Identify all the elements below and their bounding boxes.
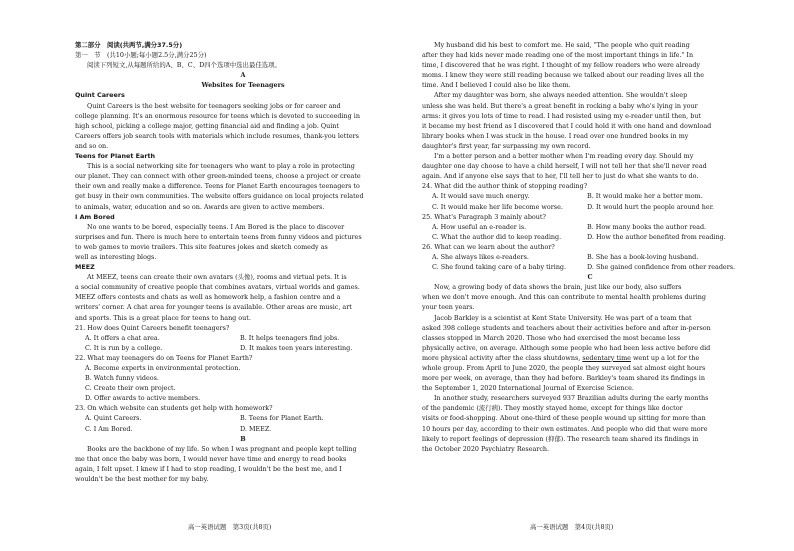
body-line: wouldn't be the best mother for my baby. (75, 475, 209, 484)
q23-option-c: C. I Am Bored. (85, 424, 133, 433)
q22-option-a: A. Become experts in environmental protection. (85, 364, 241, 372)
q22-option-b: B. Watch funny videos. (85, 374, 159, 383)
passage-a-title: Websites for Teenagers (201, 81, 285, 90)
body-line: college planning. It's an enormous resource for teens which is devoted to succeeding in (75, 111, 360, 120)
passage-b-para3 (422, 151, 758, 181)
q21-option-a: A. It offers a chat area. (85, 333, 160, 342)
page-footer-left: 高一英语试题 第3页(共8页) (188, 523, 272, 531)
q26-options-row2 (422, 262, 758, 272)
text-segment: more physical activity after the class shutdowns, (422, 353, 583, 362)
body-line: In another study, researchers surveyed 937 Brazilian adults during the early months (434, 394, 709, 403)
body-line: time, I discovered that he was right. I thought of my fellow readers who were already (422, 61, 701, 70)
question-23: 23. On which website can students get help with homework? (75, 404, 273, 413)
q24-option-a: A. It would save much energy. (432, 192, 530, 201)
body-line: and sports. This is a great place for teens to hang out. (75, 313, 251, 322)
q25-options-row1 (422, 222, 758, 232)
body-line: Careers offers job search tools with materials which include resumes, thank-you letters (75, 131, 359, 140)
body-line: again, I felt upset. I knew if I had to stop reading, I wouldn't be the best me, and I (75, 464, 342, 473)
body-line: daughter's first year, far surpassing my own record. (422, 141, 591, 150)
body-line: arms: it gives you lots of time to read. I had resisted using my e-reader until then, but (422, 111, 702, 120)
body-line: and so on. (75, 141, 109, 150)
passage-b-para2 (422, 90, 758, 151)
part-title: 第二部分 阅读(共两节,满分37.5分) (75, 41, 183, 49)
body-line: likely to report feelings of depression (抑郁). The research team shared its findings in (422, 434, 699, 443)
site4-title: MEEZ (75, 263, 95, 272)
q21-options-row2 (75, 343, 411, 353)
q24-option-c: C. It would make her life become worse. (432, 202, 563, 211)
passage-c-para2 (422, 313, 758, 394)
body-line: visits or food-shopping. About one-third of these people wound up sitting for more than (422, 414, 706, 423)
site1-body (75, 101, 411, 151)
body-line: Now, a growing body of data shows the brain, just like our body, also suffers (434, 283, 682, 292)
passage-b-para1 (422, 40, 758, 90)
page-footer-right: 高一英语试题 第4页(共8页) (530, 523, 614, 531)
q23-option-a: A. Quint Careers. (85, 414, 142, 423)
body-line: writers' corner. A chat area for younger teens is available. Other areas are music, art (75, 303, 352, 312)
question-24: 24. What did the author think of stopping reading? (422, 182, 588, 191)
q22-option-c: C. Create their own project. (85, 384, 176, 393)
question-22: 22. What may teenagers do on Teens for Planet Earth? (75, 353, 253, 362)
body-line: me that once the baby was born, I would never have time and energy to read books (75, 454, 347, 463)
q25-option-b: B. How many books the author read. (587, 222, 707, 231)
body-line: After my daughter was born, she always needed attention. She wouldn't sleep (434, 91, 688, 100)
question-21: 21. How does Quint Careers benefit teenagers? (75, 323, 230, 332)
body-line: surprises and fun. There is much here to entertain teens from funny videos and pictures (75, 232, 362, 241)
body-line: to animals, water, education and so on. Awards are given to active members. (75, 202, 325, 211)
body-line: the September 1, 2020 International Journal of Exercise Science. (422, 384, 634, 393)
site4-body (75, 272, 411, 322)
body-line: MEEZ offers contests and chats as well as homework help, a fashion centre and a (75, 293, 341, 302)
body-line: whole group. From April to June 2020, the people they surveyed sat almost eight hours (422, 364, 706, 372)
passage-c-para1 (422, 282, 758, 312)
body-line: classes stopped in March 2020. Those who had exercised the most became less (422, 333, 681, 342)
body-line: their own and really make a difference. Teens for Planet Earth encourages teenagers to (75, 182, 360, 191)
q23-options-row1 (75, 413, 411, 423)
q25-option-d: D. How the author benefited from reading. (587, 232, 726, 241)
body-line: This is a social networking site for teenagers who want to play a role in protecting (87, 162, 355, 171)
question-25: 25. What's Paragraph 3 mainly about? (422, 212, 546, 221)
body-line-with-underline (422, 353, 758, 363)
body-line: My husband did his best to comfort me. He said, "The people who quit reading (434, 41, 690, 49)
q21-options-row1 (75, 333, 411, 343)
body-line: Quint Careers is the best website for teenagers seeking jobs or for career and (87, 101, 341, 110)
body-line: No one wants to be bored, especially teens. I Am Bored is the place to discover (87, 222, 345, 231)
body-line: of the pandemic (流行病). They mostly stayed home, except for things like doctor (422, 404, 683, 413)
q23-option-d: D. MEEZ. (240, 424, 272, 433)
passage-a-letter: A (240, 71, 246, 80)
passage-c-para3 (422, 393, 758, 454)
body-line: a social community of creative people that combines avatars, virtual worlds and games. (75, 283, 360, 292)
site2-title: Teens for Planet Earth (75, 152, 156, 161)
q25-option-a: A. How useful an e-reader is. (432, 222, 527, 231)
question-26: 26. What can we learn about the author? (422, 242, 555, 251)
body-line: it became my best friend as I discovered that I could hold it with one hand and download (422, 121, 712, 130)
q24-options-row1 (422, 191, 758, 201)
body-line: physically active, on average. Although some people who had been less active before did (422, 343, 711, 352)
body-line: more per week, on average, than they had before. Barkley's team shared its findings in (422, 374, 705, 383)
body-line: after they had kids never made reading one of the most important things in life." In (422, 51, 694, 60)
body-line: Books are the backbone of my life. So when I was pregnant and people kept telling (87, 444, 357, 453)
underlined-phrase: sedentary time (582, 353, 631, 362)
q24-options-row2 (422, 202, 758, 212)
body-line: to web games to movie trailers. This site features jokes and sketch comedy as (75, 242, 328, 251)
body-line: daughter one day choose to have a child herself, I will not tell her that she'll never read (422, 162, 707, 171)
body-line: get busy in their own communities. The website offers guidance on local projects related (75, 192, 364, 201)
instruction: 阅读下列短文,从每题所给的A、B、C、D四个选项中选出最佳选项。 (87, 61, 281, 70)
body-line: high school, picking a college major, getting financial aid and finding a job. Quint (75, 121, 339, 130)
q26-option-c: C. She found taking care of a baby tiring. (432, 263, 567, 272)
q22-option-d: D. Offer awards to active members. (85, 394, 201, 403)
q24-option-d: D. It would hurt the people around her. (587, 202, 715, 211)
q23-options-row2 (75, 424, 411, 434)
body-line: I'm a better person and a better mother when I'm reading every day. Should my (434, 152, 694, 161)
site1-title: Quint Careers (75, 91, 125, 100)
q25-options-row2 (422, 232, 758, 242)
body-line: time. And I believed I could also be like them. (422, 81, 571, 90)
q21-option-d: D. It makes teen years interesting. (240, 343, 353, 352)
body-line: your teen years. (422, 303, 475, 312)
site3-body (75, 222, 411, 262)
left-column (75, 40, 411, 484)
body-line: moms. I knew they were still reading because we talked about our reading lives all the (422, 71, 705, 80)
body-line: the October 2020 Psychiatry Research. (422, 444, 550, 453)
passage-b-letter: B (240, 434, 246, 443)
q25-option-c: C. What the author did to keep reading. (432, 232, 562, 241)
body-line: unless she was held. But there's a great benefit in rocking a baby who's lying in your (422, 101, 698, 110)
body-line: again. And if anyone else says that to her, I'll tell her to just do what she wants to do. (422, 172, 699, 181)
q26-option-d: D. She gained confidence from other readers. (587, 263, 736, 272)
site2-body (75, 161, 411, 211)
body-line: Jacob Barkley is a scientist at Kent State University. He was part of a team that (434, 313, 692, 322)
body-line: At MEEZ, teens can create their own avatars (头像), rooms and virtual pets. It is (87, 273, 347, 282)
q21-option-b: B. It helps teenagers find jobs. (240, 333, 340, 342)
body-line: our planet. They can connect with other green-minded teens, choose a project or create (75, 172, 361, 181)
right-column (422, 40, 758, 454)
q26-option-b: B. She has a book-loving husband. (587, 252, 699, 261)
passage-b-body (75, 444, 411, 484)
site3-title: I Am Bored (75, 212, 115, 221)
q21-option-c: C. It is run by a college. (85, 343, 163, 352)
body-line: 10 hours per day, according to their own estimates. And people who did that were more (422, 424, 708, 433)
text-segment: went up a lot for the (630, 353, 700, 362)
body-line: when we don't move enough. And this can contribute to mental health problems during (422, 293, 707, 302)
q26-option-a: A. She always likes e-readers. (432, 252, 529, 261)
body-line: library books when I was stuck in the house. I read over one hundred books in my (422, 131, 689, 140)
section-title: 第一 节 (共10小题;每小题2.5分,满分25分) (75, 51, 207, 60)
q26-options-row1 (422, 252, 758, 262)
passage-c-letter: C (587, 273, 593, 282)
body-line: asked 398 college students and teachers about their activities before and after in-person (422, 323, 711, 332)
body-line: well as interesting blogs. (75, 252, 157, 261)
q24-option-b: B. It would make her a better mom. (587, 192, 703, 201)
q23-option-b: B. Teens for Planet Earth. (240, 414, 324, 423)
